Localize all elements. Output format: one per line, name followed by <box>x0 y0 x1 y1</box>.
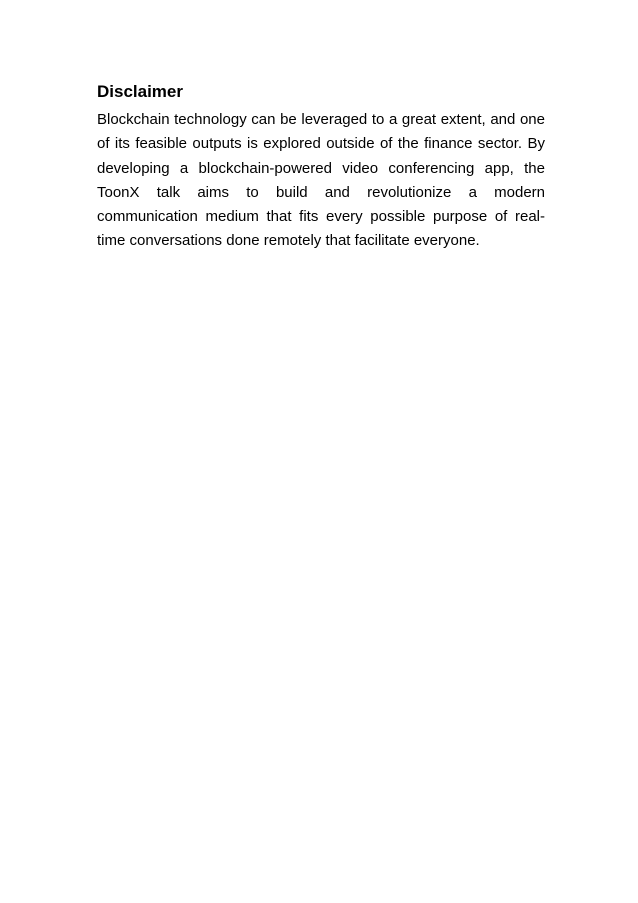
disclaimer-heading: Disclaimer <box>97 82 183 101</box>
disclaimer-paragraph: Blockchain technology can be leveraged to a great extent, and one of its feasible outputs is explored outside of the finance sector. By developing a blockchain-powered video conferencing app, the ToonX talk aims to build and revolutionize a modern communication medium that fits every possible purpose of real-time conversations done remotely that facilitate everyone. <box>97 111 545 250</box>
disclaimer-section <box>97 80 545 254</box>
